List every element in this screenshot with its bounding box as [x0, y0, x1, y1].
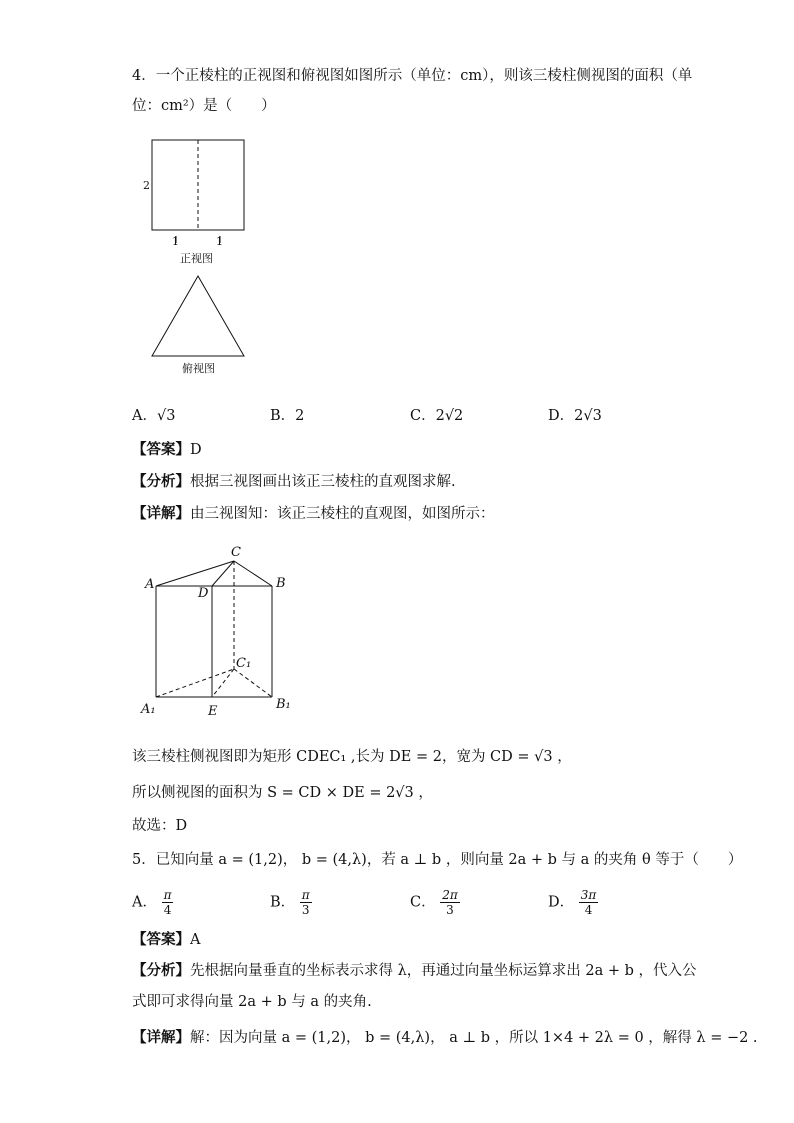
q4-detail [132, 504, 495, 524]
q4-stem-line1: 4．一个正棱柱的正视图和俯视图如图所示（单位：cm），则该三棱柱侧视图的面积（单 [132, 68, 693, 84]
q5-option-b-frac: $\frac{\pi}{3}$ [301, 888, 310, 917]
front-width-right-label: 1 [216, 235, 223, 248]
front-height-label: 2 [143, 179, 150, 192]
prism-label-b: B [276, 576, 286, 591]
analysis-tag: 【分析】 [132, 962, 190, 979]
analysis-text: 先根据向量垂直的坐标表示求得 λ，再通过向量坐标运算求出 2a + b ，代入公 [190, 963, 697, 979]
q5-option-d-frac: $\frac{3\pi}{4}$ [580, 888, 597, 917]
q5-option-b[interactable] [270, 888, 312, 917]
prism-label-c1: C₁ [236, 656, 252, 671]
q4-option-c[interactable]: C．2√2 [410, 408, 464, 424]
top-view-triangle [152, 276, 244, 356]
q5-detail [132, 1028, 758, 1048]
analysis-text: 根据三视图画出该正三棱柱的直观图求解. [190, 474, 456, 490]
q4-option-a[interactable]: A．√3 [132, 408, 176, 424]
front-view-caption: 正视图 [180, 252, 213, 265]
detail-tag: 【详解】 [132, 505, 190, 522]
prism-label-a1: A₁ [141, 702, 156, 717]
q4-choose: 故选：D [132, 818, 188, 834]
answer-tag: 【答案】 [132, 441, 190, 458]
top-view-caption: 俯视图 [182, 362, 215, 375]
front-view-figure [140, 136, 260, 266]
q5-option-c[interactable] [410, 888, 460, 917]
q5-option-d-letter: D． [548, 894, 575, 911]
q5-option-d[interactable] [548, 888, 598, 917]
answer-value: D [190, 442, 202, 458]
q4-area-text: 所以侧视图的面积为 S = CD × DE = 2√3 ， [132, 785, 433, 801]
detail-text: 由三视图知：该正三棱柱的直观图，如图所示： [190, 506, 495, 522]
prism-label-b1: B₁ [276, 697, 291, 712]
detail-text: 解：因为向量 a = (1,2)， b = (4,λ)， a ⊥ b ，所以 1×4 + 2λ = 0 ，解得 λ = −2 . [190, 1030, 758, 1046]
prism-figure [140, 545, 300, 720]
top-view-figure [146, 272, 250, 360]
q5-answer [132, 930, 200, 950]
q5-analysis-line1 [132, 961, 697, 981]
q5-analysis-line2: 式即可求得向量 2a + b 与 a 的夹角. [132, 994, 372, 1010]
answer-tag: 【答案】 [132, 931, 190, 948]
analysis-tag: 【分析】 [132, 473, 190, 490]
q5-option-a-letter: A． [132, 894, 157, 911]
q4-side-view-text: 该三棱柱侧视图即为矩形 CDEC₁ ,长为 DE = 2，宽为 CD = √3 ， [132, 749, 572, 765]
q5-option-b-letter: B． [270, 894, 296, 911]
front-width-left-label: 1 [172, 235, 179, 248]
q5-stem: 5．已知向量 a = (1,2)， b = (4,λ)，若 a ⊥ b ，则向量 2a + b 与 a 的夹角 θ 等于（ ） [132, 852, 743, 868]
detail-tag: 【详解】 [132, 1029, 190, 1046]
q4-option-b[interactable]: B．2 [270, 408, 305, 424]
q4-analysis [132, 472, 456, 492]
prism-label-a: A [145, 577, 155, 592]
q4-stem-line2: 位：cm²）是（ ） [132, 98, 276, 114]
prism-label-d: D [198, 586, 209, 601]
q5-option-c-frac: $\frac{2\pi}{3}$ [442, 888, 458, 917]
prism-label-c: C [231, 545, 241, 560]
q5-option-a[interactable] [132, 888, 173, 917]
q5-option-a-frac: $\frac{\pi}{4}$ [163, 888, 172, 917]
prism-label-e: E [208, 704, 218, 719]
q4-answer [132, 440, 202, 460]
q5-option-c-letter: C． [410, 894, 436, 911]
answer-value: A [190, 932, 201, 948]
q4-option-d[interactable]: D．2√3 [548, 408, 602, 424]
